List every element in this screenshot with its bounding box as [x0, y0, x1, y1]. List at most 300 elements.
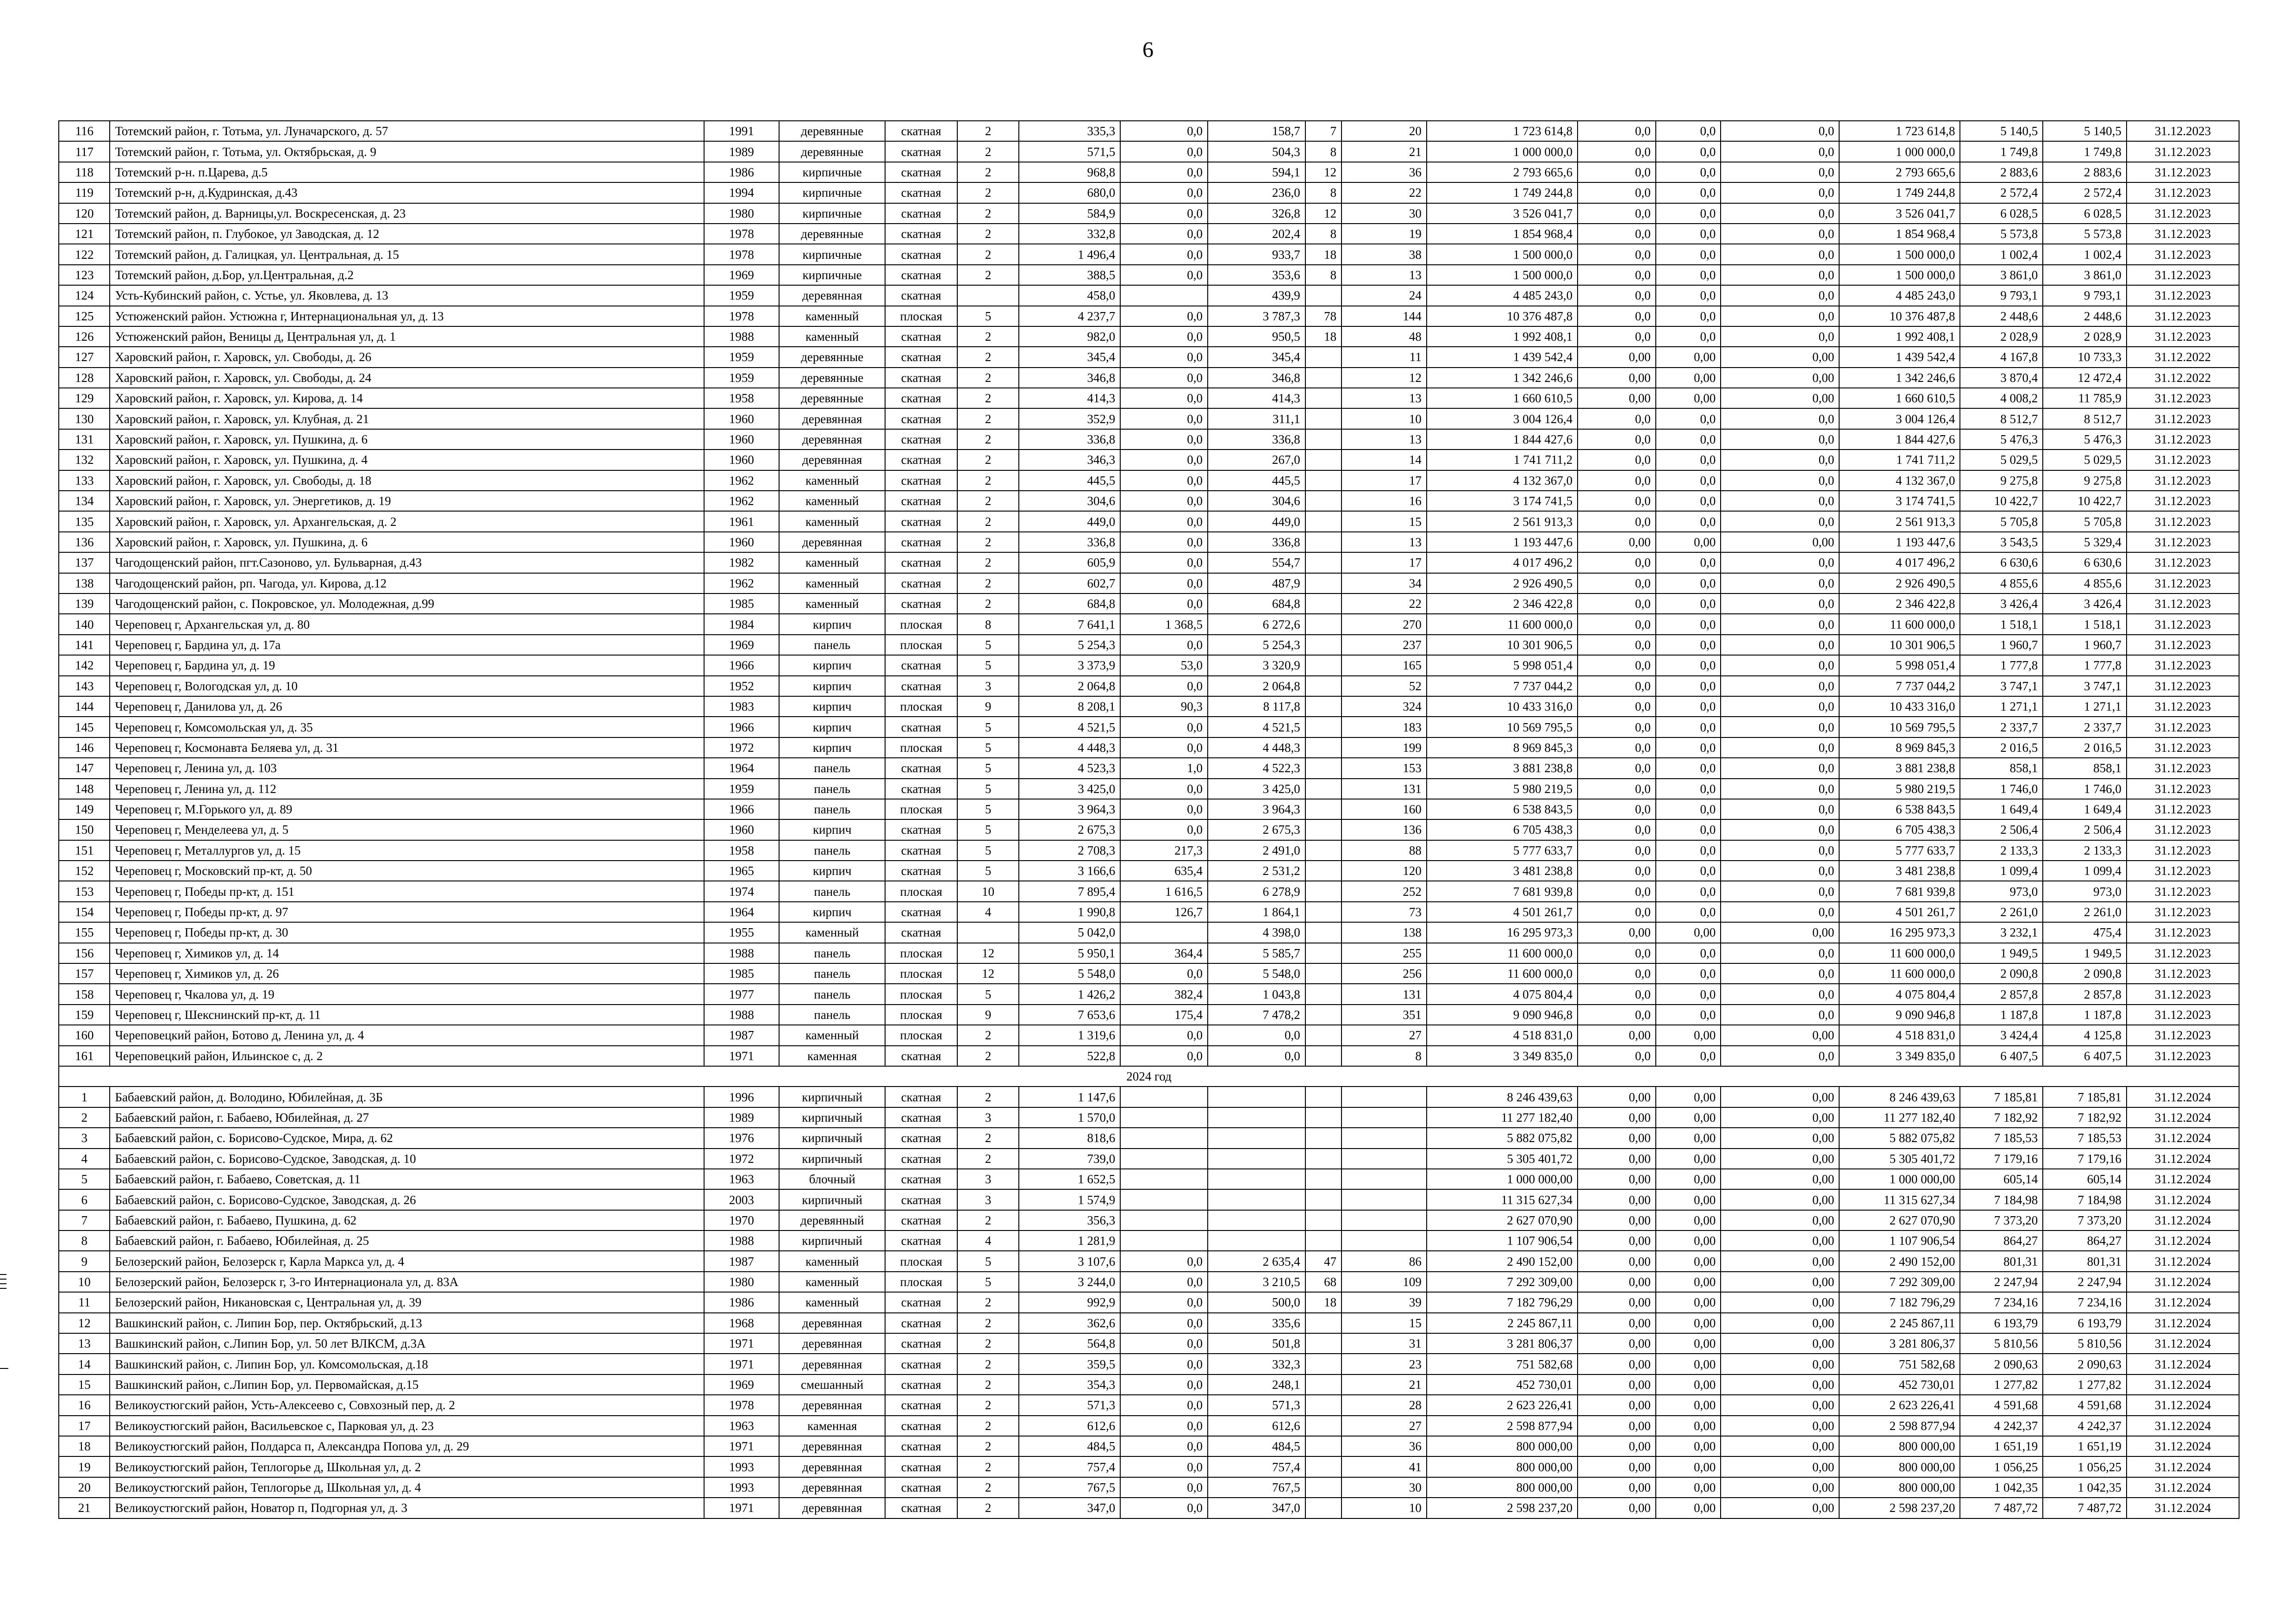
cell-year: 1988: [704, 1005, 780, 1025]
cell-src3: 0,00: [1721, 1498, 1839, 1518]
cell-cost-per-m2: 1 187,8: [1960, 1005, 2043, 1025]
cell-year: 2003: [704, 1189, 780, 1210]
cell-wall: каменный: [779, 1272, 885, 1292]
cell-residents: 73: [1341, 902, 1427, 922]
cell-apartments: [1305, 902, 1341, 922]
cell-cost-total: 11 600 000,0: [1427, 943, 1578, 963]
cell-cost-total: 5 980 219,5: [1427, 779, 1578, 799]
cell-cost-total: 2 627 070,90: [1427, 1210, 1578, 1230]
cell-num: 132: [59, 450, 110, 470]
cell-floors: 2: [957, 1025, 1019, 1045]
cell-wall: каменный: [779, 922, 885, 943]
cell-src2: 0,0: [1656, 306, 1721, 326]
table-row: [59, 573, 2239, 593]
cell-deadline: 31.12.2023: [2127, 1046, 2239, 1066]
cell-src2: 0,0: [1656, 696, 1721, 717]
cell-area-total: 352,9: [1019, 408, 1120, 429]
table-row: [59, 470, 2239, 491]
cell-wall: деревянная: [779, 1456, 885, 1477]
cell-src2: 0,0: [1656, 182, 1721, 203]
cell-cost-total: 2 561 913,3: [1427, 511, 1578, 531]
cell-src3: 0,00: [1721, 1354, 1839, 1374]
cell-residents: 19: [1341, 224, 1427, 244]
cell-max-cost-per-m2: 10 733,3: [2043, 347, 2127, 367]
cell-cost-per-m2: 7 179,16: [1960, 1149, 2043, 1169]
cell-year: 1978: [704, 244, 780, 264]
cell-address: Череповец г, Данилова ул, д. 26: [110, 696, 704, 717]
cell-roof: скатная: [885, 491, 957, 511]
cell-area-total: 304,6: [1019, 491, 1120, 511]
cell-roof: скатная: [885, 1087, 957, 1107]
cell-src-owner: 4 017 496,2: [1839, 552, 1960, 573]
cell-deadline: 31.12.2023: [2127, 224, 2239, 244]
cell-year: 1964: [704, 902, 780, 922]
cell-floors: 2: [957, 265, 1019, 285]
cell-src2: 0,00: [1656, 347, 1721, 367]
cell-area-res: 757,4: [1208, 1456, 1305, 1477]
cell-cost-total: 2 623 226,41: [1427, 1395, 1578, 1415]
cell-residents: 183: [1341, 717, 1427, 737]
cell-src3: 0,0: [1721, 429, 1839, 450]
cell-area-nonres: [1120, 922, 1208, 943]
table-row: [59, 1128, 2239, 1148]
cell-cost-total: 2 245 867,11: [1427, 1313, 1578, 1333]
cell-deadline: 31.12.2023: [2127, 450, 2239, 470]
cell-cost-total: 4 017 496,2: [1427, 552, 1578, 573]
cell-roof: скатная: [885, 1354, 957, 1374]
cell-wall: деревянная: [779, 408, 885, 429]
cell-num: 118: [59, 162, 110, 182]
cell-max-cost-per-m2: 5 329,4: [2043, 532, 2127, 552]
cell-num: 123: [59, 265, 110, 285]
cell-area-nonres: [1120, 1149, 1208, 1169]
cell-cost-per-m2: 7 373,20: [1960, 1210, 2043, 1230]
cell-src-owner: 751 582,68: [1839, 1354, 1960, 1374]
cell-cost-total: 2 346 422,8: [1427, 593, 1578, 614]
cell-cost-per-m2: 4 242,37: [1960, 1416, 2043, 1436]
cell-cost-total: 3 526 041,7: [1427, 203, 1578, 224]
cell-area-res: 1 864,1: [1208, 902, 1305, 922]
table-row: [59, 368, 2239, 388]
cell-residents: [1341, 1107, 1427, 1128]
cell-roof: скатная: [885, 532, 957, 552]
cell-num: 120: [59, 203, 110, 224]
cell-deadline: 31.12.2024: [2127, 1128, 2239, 1148]
cell-area-res: 353,6: [1208, 265, 1305, 285]
cell-cost-total: 4 075 804,4: [1427, 984, 1578, 1004]
cell-deadline: 31.12.2023: [2127, 779, 2239, 799]
cell-address: Устюженский район, Веницы д, Центральная ул, д. 1: [110, 326, 704, 347]
cell-max-cost-per-m2: 1 960,7: [2043, 635, 2127, 655]
cell-area-res: [1208, 1128, 1305, 1148]
cell-residents: 13: [1341, 265, 1427, 285]
cell-wall: деревянная: [779, 1436, 885, 1456]
cell-src2: 0,00: [1656, 1149, 1721, 1169]
cell-src3: 0,0: [1721, 121, 1839, 141]
cell-src3: 0,0: [1721, 655, 1839, 675]
cell-cost-total: 3 881 238,8: [1427, 758, 1578, 778]
cell-max-cost-per-m2: 1 271,1: [2043, 696, 2127, 717]
table-row: [59, 943, 2239, 963]
cell-src1: 0,0: [1578, 840, 1656, 861]
cell-address: Бабаевский район, д. Володино, Юбилейная, д. 3Б: [110, 1087, 704, 1107]
cell-address: Череповец г, Победы пр-кт, д. 97: [110, 902, 704, 922]
cell-area-total: 484,5: [1019, 1436, 1120, 1456]
cell-src3: 0,00: [1721, 1169, 1839, 1189]
cell-src1: 0,00: [1578, 1374, 1656, 1395]
table-row: [59, 1477, 2239, 1498]
cell-wall: кирпичный: [779, 1189, 885, 1210]
table-row: [59, 635, 2239, 655]
cell-src-owner: 5 305 401,72: [1839, 1149, 1960, 1169]
cell-max-cost-per-m2: 1 002,4: [2043, 244, 2127, 264]
cell-area-total: 1 652,5: [1019, 1169, 1120, 1189]
cell-address: Череповец г, Комсомольская ул, д. 35: [110, 717, 704, 737]
cell-deadline: 31.12.2024: [2127, 1313, 2239, 1333]
cell-address: Харовский район, г. Харовск, ул. Пушкина, д. 6: [110, 532, 704, 552]
cell-address: Чагодощенский район, с. Покровское, ул. Молодежная, д.99: [110, 593, 704, 614]
cell-address: Череповец г, М.Горького ул, д. 89: [110, 799, 704, 819]
cell-src3: 0,0: [1721, 450, 1839, 470]
cell-deadline: 31.12.2023: [2127, 799, 2239, 819]
cell-deadline: 31.12.2024: [2127, 1374, 2239, 1395]
cell-src1: 0,00: [1578, 1272, 1656, 1292]
cell-address: Бабаевский район, г. Бабаево, Советская, д. 11: [110, 1169, 704, 1189]
cell-year: 1974: [704, 881, 780, 901]
cell-num: 5: [59, 1169, 110, 1189]
cell-area-total: 571,5: [1019, 141, 1120, 162]
cell-wall: кирпичные: [779, 265, 885, 285]
cell-src1: 0,0: [1578, 552, 1656, 573]
cell-src2: 0,00: [1656, 1025, 1721, 1045]
cell-roof: скатная: [885, 593, 957, 614]
cell-cost-per-m2: 864,27: [1960, 1230, 2043, 1251]
cell-wall: каменный: [779, 326, 885, 347]
cell-area-res: 311,1: [1208, 408, 1305, 429]
cell-area-nonres: 0,0: [1120, 1046, 1208, 1066]
cell-deadline: 31.12.2023: [2127, 696, 2239, 717]
cell-cost-per-m2: 1 271,1: [1960, 696, 2043, 717]
cell-src2: 0,00: [1656, 1272, 1721, 1292]
cell-src2: 0,0: [1656, 121, 1721, 141]
cell-src3: 0,0: [1721, 943, 1839, 963]
cell-area-nonres: [1120, 1087, 1208, 1107]
cell-apartments: 12: [1305, 162, 1341, 182]
table-row: [59, 450, 2239, 470]
table-row: [59, 182, 2239, 203]
cell-floors: 2: [957, 326, 1019, 347]
cell-roof: скатная: [885, 203, 957, 224]
cell-roof: скатная: [885, 922, 957, 943]
cell-max-cost-per-m2: 475,4: [2043, 922, 2127, 943]
cell-cost-per-m2: 1 749,8: [1960, 141, 2043, 162]
cell-num: 130: [59, 408, 110, 429]
cell-residents: 324: [1341, 696, 1427, 717]
table-row: [59, 491, 2239, 511]
cell-cost-per-m2: 2 028,9: [1960, 326, 2043, 347]
cell-src3: 0,0: [1721, 799, 1839, 819]
cell-cost-total: 1 749 244,8: [1427, 182, 1578, 203]
cell-src3: 0,00: [1721, 1025, 1839, 1045]
cell-area-total: 564,8: [1019, 1333, 1120, 1354]
cell-wall: кирпич: [779, 655, 885, 675]
cell-src3: 0,00: [1721, 1128, 1839, 1148]
cell-address: Череповец г, Химиков ул, д. 14: [110, 943, 704, 963]
cell-num: 160: [59, 1025, 110, 1045]
cell-area-res: 4 448,3: [1208, 737, 1305, 758]
cell-src-owner: 2 623 226,41: [1839, 1395, 1960, 1415]
cell-address: Бабаевский район, г. Бабаево, Юбилейная, д. 25: [110, 1230, 704, 1251]
cell-apartments: [1305, 1477, 1341, 1498]
cell-deadline: 31.12.2023: [2127, 922, 2239, 943]
cell-wall: кирпичный: [779, 1087, 885, 1107]
cell-src-owner: 2 627 070,90: [1839, 1210, 1960, 1230]
cell-area-res: 336,8: [1208, 532, 1305, 552]
cell-cost-per-m2: 5 573,8: [1960, 224, 2043, 244]
cell-year: 1960: [704, 819, 780, 840]
cell-apartments: [1305, 819, 1341, 840]
cell-cost-per-m2: 1 649,4: [1960, 799, 2043, 819]
cell-cost-total: 16 295 973,3: [1427, 922, 1578, 943]
cell-max-cost-per-m2: 1 777,8: [2043, 655, 2127, 675]
cell-area-nonres: 0,0: [1120, 450, 1208, 470]
cell-src1: 0,0: [1578, 326, 1656, 347]
table-row: [59, 408, 2239, 429]
cell-src-owner: 11 600 000,0: [1839, 963, 1960, 984]
cell-year: 1960: [704, 450, 780, 470]
cell-area-res: 5 548,0: [1208, 963, 1305, 984]
cell-src-owner: 2 926 490,5: [1839, 573, 1960, 593]
cell-src1: 0,00: [1578, 532, 1656, 552]
cell-address: Харовский район, г. Харовск, ул. Архангельская, д. 2: [110, 511, 704, 531]
cell-max-cost-per-m2: 2 506,4: [2043, 819, 2127, 840]
cell-year: 1978: [704, 306, 780, 326]
cell-max-cost-per-m2: 605,14: [2043, 1169, 2127, 1189]
cell-src-owner: 3 174 741,5: [1839, 491, 1960, 511]
table-row: [59, 1313, 2239, 1333]
cell-area-nonres: 364,4: [1120, 943, 1208, 963]
cell-roof: скатная: [885, 655, 957, 675]
cell-area-res: 445,5: [1208, 470, 1305, 491]
table-row: [59, 1046, 2239, 1066]
cell-src3: 0,00: [1721, 1087, 1839, 1107]
cell-apartments: 8: [1305, 265, 1341, 285]
table-row: [59, 285, 2239, 306]
cell-apartments: 18: [1305, 326, 1341, 347]
cell-wall: кирпич: [779, 737, 885, 758]
cell-area-res: 248,1: [1208, 1374, 1305, 1395]
margin-mark: [0, 1274, 6, 1275]
cell-src1: 0,00: [1578, 1477, 1656, 1498]
cell-year: 1986: [704, 1292, 780, 1312]
cell-area-res: 439,9: [1208, 285, 1305, 306]
cell-roof: скатная: [885, 1313, 957, 1333]
cell-src1: 0,0: [1578, 614, 1656, 634]
cell-src3: 0,0: [1721, 963, 1839, 984]
cell-area-total: 571,3: [1019, 1395, 1120, 1415]
cell-area-res: 158,7: [1208, 121, 1305, 141]
cell-max-cost-per-m2: 2 261,0: [2043, 902, 2127, 922]
cell-src-owner: 6 705 438,3: [1839, 819, 1960, 840]
table-row: [59, 676, 2239, 696]
cell-wall: кирпич: [779, 676, 885, 696]
cell-area-nonres: 0,0: [1120, 1272, 1208, 1292]
cell-wall: панель: [779, 881, 885, 901]
cell-area-nonres: 0,0: [1120, 429, 1208, 450]
cell-deadline: 31.12.2024: [2127, 1436, 2239, 1456]
cell-deadline: 31.12.2024: [2127, 1189, 2239, 1210]
cell-area-total: 1 570,0: [1019, 1107, 1120, 1128]
cell-cost-per-m2: 2 133,3: [1960, 840, 2043, 861]
cell-src-owner: 1 749 244,8: [1839, 182, 1960, 203]
cell-area-res: [1208, 1230, 1305, 1251]
cell-num: 150: [59, 819, 110, 840]
cell-src3: 0,0: [1721, 224, 1839, 244]
cell-src2: 0,00: [1656, 1498, 1721, 1518]
cell-apartments: [1305, 1210, 1341, 1230]
cell-residents: 36: [1341, 162, 1427, 182]
cell-address: Чагодощенский район, рп. Чагода, ул. Кирова, д.12: [110, 573, 704, 593]
cell-floors: 2: [957, 203, 1019, 224]
table-row: [59, 655, 2239, 675]
cell-residents: 22: [1341, 182, 1427, 203]
cell-apartments: [1305, 861, 1341, 881]
cell-apartments: [1305, 429, 1341, 450]
cell-cost-per-m2: 5 810,56: [1960, 1333, 2043, 1354]
cell-address: Череповец г, Вологодская ул, д. 10: [110, 676, 704, 696]
cell-wall: каменный: [779, 1025, 885, 1045]
cell-area-nonres: 0,0: [1120, 552, 1208, 573]
cell-src1: 0,0: [1578, 306, 1656, 326]
section-row: [59, 1066, 2239, 1087]
cell-cost-total: 1 500 000,0: [1427, 244, 1578, 264]
table-row: [59, 1354, 2239, 1374]
cell-max-cost-per-m2: 1 949,5: [2043, 943, 2127, 963]
cell-src-owner: 800 000,00: [1839, 1436, 1960, 1456]
cell-src3: 0,0: [1721, 819, 1839, 840]
cell-cost-total: 1 193 447,6: [1427, 532, 1578, 552]
cell-num: 9: [59, 1251, 110, 1271]
cell-floors: 2: [957, 1477, 1019, 1498]
cell-num: 155: [59, 922, 110, 943]
cell-max-cost-per-m2: 5 476,3: [2043, 429, 2127, 450]
cell-apartments: [1305, 1374, 1341, 1395]
cell-floors: 2: [957, 1128, 1019, 1148]
cell-roof: скатная: [885, 1456, 957, 1477]
cell-wall: панель: [779, 1005, 885, 1025]
cell-floors: 10: [957, 881, 1019, 901]
cell-apartments: 47: [1305, 1251, 1341, 1271]
cell-num: 156: [59, 943, 110, 963]
cell-src3: 0,00: [1721, 1456, 1839, 1477]
cell-src2: 0,00: [1656, 1210, 1721, 1230]
cell-area-total: 7 641,1: [1019, 614, 1120, 634]
cell-deadline: 31.12.2022: [2127, 347, 2239, 367]
cell-src3: 0,0: [1721, 737, 1839, 758]
cell-area-nonres: 0,0: [1120, 203, 1208, 224]
cell-src2: 0,0: [1656, 799, 1721, 819]
cell-area-res: 504,3: [1208, 141, 1305, 162]
cell-num: 152: [59, 861, 110, 881]
table-row: [59, 758, 2239, 778]
cell-floors: 2: [957, 511, 1019, 531]
cell-residents: 138: [1341, 922, 1427, 943]
cell-residents: 34: [1341, 573, 1427, 593]
cell-src1: 0,00: [1578, 1128, 1656, 1148]
cell-src2: 0,0: [1656, 470, 1721, 491]
cell-area-total: 4 523,3: [1019, 758, 1120, 778]
cell-area-total: 1 574,9: [1019, 1189, 1120, 1210]
cell-src2: 0,0: [1656, 819, 1721, 840]
cell-num: 148: [59, 779, 110, 799]
cell-cost-total: 5 882 075,82: [1427, 1128, 1578, 1148]
cell-cost-per-m2: 2 883,6: [1960, 162, 2043, 182]
cell-cost-total: 11 277 182,40: [1427, 1107, 1578, 1128]
cell-roof: скатная: [885, 758, 957, 778]
table-row: [59, 1169, 2239, 1189]
cell-year: 1987: [704, 1025, 780, 1045]
cell-address: Бабаевский район, г. Бабаево, Юбилейная, д. 27: [110, 1107, 704, 1128]
cell-residents: 86: [1341, 1251, 1427, 1271]
cell-residents: 39: [1341, 1292, 1427, 1312]
cell-address: Харовский район, г. Харовск, ул. Энергетиков, д. 19: [110, 491, 704, 511]
cell-wall: каменная: [779, 1046, 885, 1066]
cell-num: 13: [59, 1333, 110, 1354]
table-row: [59, 1395, 2239, 1415]
cell-area-res: 4 522,3: [1208, 758, 1305, 778]
cell-area-res: 414,3: [1208, 388, 1305, 408]
cell-wall: деревянная: [779, 1477, 885, 1498]
cell-src2: 0,00: [1656, 388, 1721, 408]
cell-floors: 5: [957, 635, 1019, 655]
cell-floors: 5: [957, 799, 1019, 819]
cell-src2: 0,00: [1656, 1416, 1721, 1436]
cell-area-total: 3 373,9: [1019, 655, 1120, 675]
cell-cost-total: 1 844 427,6: [1427, 429, 1578, 450]
cell-src1: 0,00: [1578, 1354, 1656, 1374]
table-row: [59, 819, 2239, 840]
cell-max-cost-per-m2: 2 133,3: [2043, 840, 2127, 861]
cell-apartments: [1305, 1005, 1341, 1025]
cell-src2: 0,0: [1656, 984, 1721, 1004]
cell-roof: скатная: [885, 1210, 957, 1230]
cell-roof: скатная: [885, 1333, 957, 1354]
cell-year: 1984: [704, 614, 780, 634]
cell-src1: 0,0: [1578, 224, 1656, 244]
cell-cost-total: 7 182 796,29: [1427, 1292, 1578, 1312]
cell-residents: 10: [1341, 408, 1427, 429]
cell-roof: плоская: [885, 1025, 957, 1045]
cell-max-cost-per-m2: 4 125,8: [2043, 1025, 2127, 1045]
cell-src2: 0,00: [1656, 1477, 1721, 1498]
cell-wall: панель: [779, 943, 885, 963]
cell-area-total: 767,5: [1019, 1477, 1120, 1498]
cell-roof: скатная: [885, 861, 957, 881]
cell-src3: 0,0: [1721, 614, 1839, 634]
cell-roof: скатная: [885, 265, 957, 285]
cell-area-nonres: 0,0: [1120, 1025, 1208, 1045]
cell-wall: кирпич: [779, 696, 885, 717]
table-row: [59, 429, 2239, 450]
cell-year: 1958: [704, 840, 780, 861]
cell-area-nonres: 0,0: [1120, 408, 1208, 429]
cell-num: 144: [59, 696, 110, 717]
cell-num: 154: [59, 902, 110, 922]
cell-floors: 2: [957, 368, 1019, 388]
cell-cost-per-m2: 4 008,2: [1960, 388, 2043, 408]
cell-cost-total: 1 000 000,0: [1427, 141, 1578, 162]
cell-src-owner: 10 376 487,8: [1839, 306, 1960, 326]
